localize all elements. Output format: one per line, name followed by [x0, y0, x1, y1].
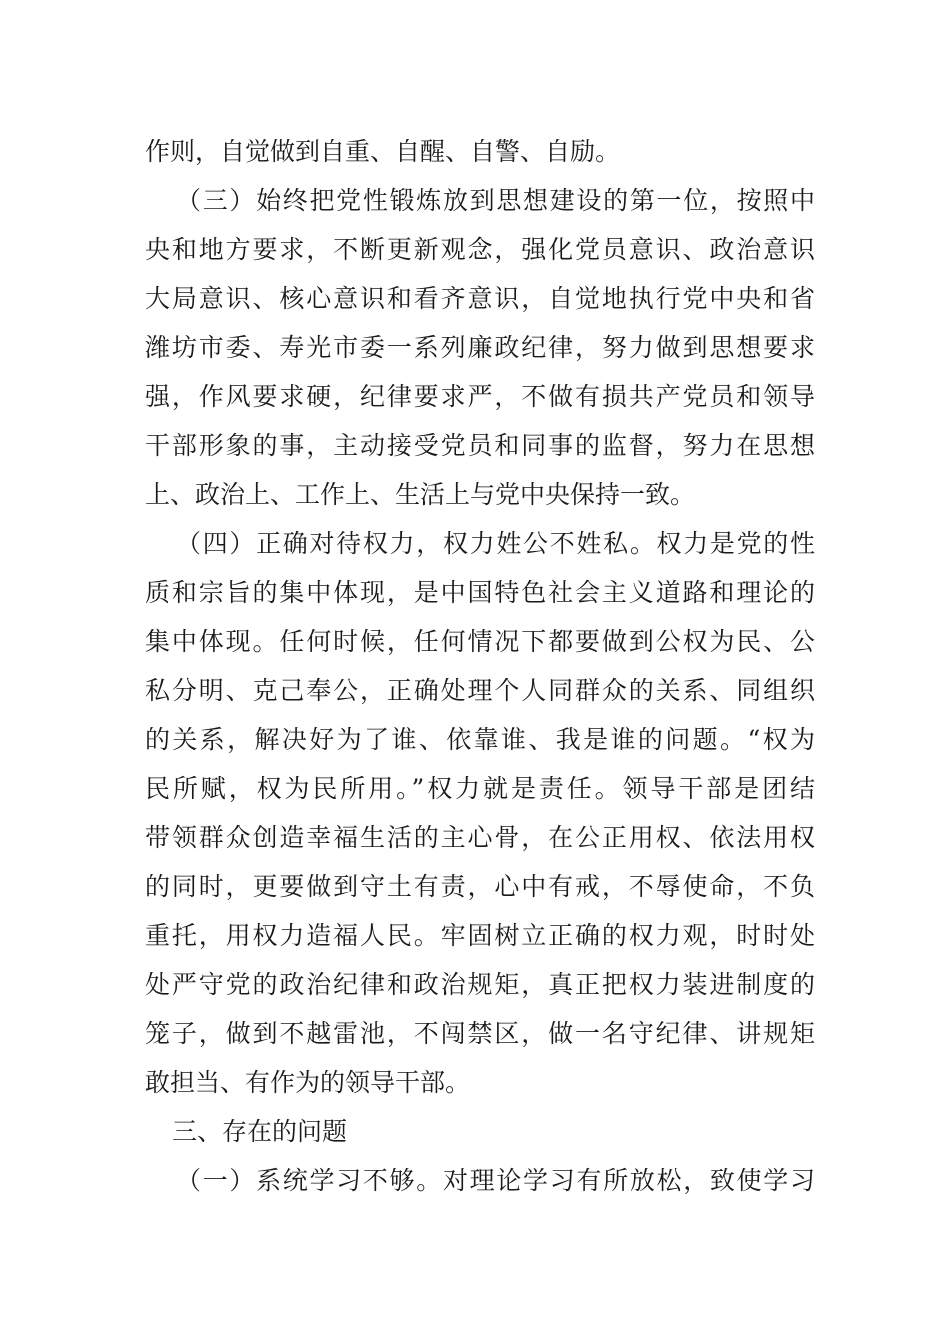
text-line: 央和地方要求，不断更新观念，强化党员意识、政治意识 — [145, 235, 815, 264]
text-line: 敢担当、有作为的领导干部。 — [145, 1068, 471, 1097]
text-line: 处严守党的政治纪律和政治规矩，真正把权力装进制度的 — [145, 970, 815, 999]
text-line: 作则，自觉做到自重、自醒、自警、自励。 — [145, 137, 621, 166]
text-line: 的同时，更要做到守土有责，心中有戒，不辱使命，不负 — [145, 872, 815, 901]
text-line: 的关系，解决好为了谁、依靠谁、我是谁的问题。“权为 — [145, 725, 815, 754]
text-line: 民所赋，权为民所用。”权力就是责任。领导干部是团结 — [145, 774, 815, 803]
paragraph-4-start: （四）正确对待权力，权力姓公不姓私。权力是党的性 — [176, 529, 815, 558]
text-line: 干部形象的事，主动接受党员和同事的监督，努力在思想 — [145, 431, 815, 460]
paragraph-1-start: （一）系统学习不够。对理论学习有所放松，致使学习 — [176, 1166, 815, 1195]
text-line: 潍坊市委、寿光市委一系列廉政纪律，努力做到思想要求 — [145, 333, 815, 362]
text-line: 笼子，做到不越雷池，不闯禁区，做一名守纪律、讲规矩 — [145, 1019, 815, 1048]
paragraph-3-start: （三）始终把党性锻炼放到思想建设的第一位，按照中 — [176, 186, 815, 215]
section-heading: 三、存在的问题 — [172, 1117, 348, 1146]
text-line: 重托，用权力造福人民。牢固树立正确的权力观，时时处 — [145, 921, 815, 950]
text-line: 上、政治上、工作上、生活上与党中央保持一致。 — [145, 480, 696, 509]
text-line: 强，作风要求硬，纪律要求严，不做有损共产党员和领导 — [145, 382, 815, 411]
text-line: 带领群众创造幸福生活的主心骨，在公正用权、依法用权 — [145, 823, 815, 852]
text-line: 私分明、克己奉公，正确处理个人同群众的关系、同组织 — [145, 676, 815, 705]
text-line: 质和宗旨的集中体现，是中国特色社会主义道路和理论的 — [145, 578, 815, 607]
text-line: 大局意识、核心意识和看齐意识，自觉地执行党中央和省 — [145, 284, 815, 313]
text-line: 集中体现。任何时候，任何情况下都要做到公权为民、公 — [145, 627, 815, 656]
